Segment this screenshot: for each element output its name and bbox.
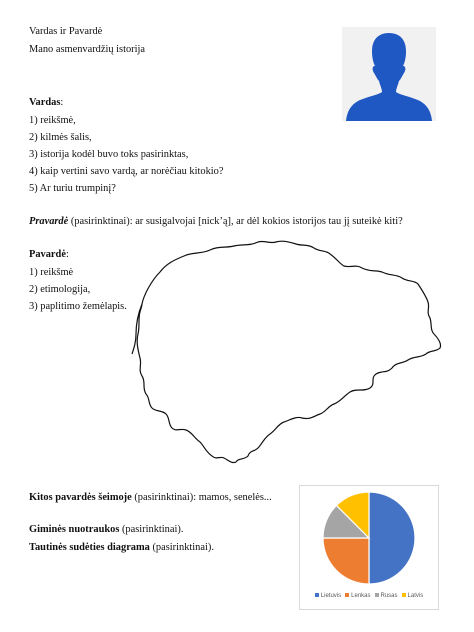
pie-chart-svg — [300, 486, 438, 591]
kitos-line — [29, 492, 272, 503]
pavarde-item: 2) etimologija, — [29, 284, 91, 295]
legend-swatch — [345, 593, 349, 597]
vardas-title-suffix: : — [60, 97, 64, 108]
legend-item-rusas — [375, 593, 398, 599]
lithuania-outline-map — [130, 238, 444, 468]
vardas-item: 3) istorija kodėl buvo toks pasirinktas, — [29, 149, 189, 160]
legend-swatch — [402, 593, 406, 597]
pavarde-item: 1) reikšmė — [29, 267, 74, 278]
legend-label: Lietuvis — [320, 593, 342, 599]
pravarde-text: (pasirinktinai): ar susigalvojai [nick’ą], ar dėl kokios istorijos tau jį suteikė kiti? — [68, 216, 403, 227]
person-silhouette-icon — [342, 27, 436, 121]
kitos-text: (pasirinktinai): mamos, senelės... — [131, 492, 272, 503]
legend-label: Rusas — [380, 593, 398, 599]
tautines-line — [29, 542, 214, 553]
pie-slice-lenkas — [323, 538, 369, 584]
kitos-title: Kitos pavardės šeimoje — [29, 492, 132, 503]
legend-item-lietuvis — [315, 593, 341, 599]
pravarde-title: Pravardė — [29, 216, 69, 227]
pie-legend — [300, 593, 438, 599]
tautines-title: Tautinės sudėties diagrama — [29, 542, 150, 553]
name-line: Vardas ir Pavardė — [29, 26, 103, 37]
pavarde-title: Pavardė — [29, 249, 66, 260]
legend-item-lenkas — [345, 593, 370, 599]
legend-label: Latvis — [407, 593, 424, 599]
pie-slice-lietuvis — [369, 492, 415, 584]
vardas-item: 5) Ar turiu trumpinį? — [29, 183, 116, 194]
pravarde-line — [29, 216, 403, 227]
pavarde-title-suffix: : — [65, 249, 69, 260]
pavarde-item: 3) paplitimo žemėlapis. — [29, 301, 127, 312]
vardas-item: 2) kilmės šalis, — [29, 132, 92, 143]
pavarde-heading — [29, 249, 69, 260]
story-line: Mano asmenvardžių istorija — [29, 44, 145, 55]
legend-label: Lenkas — [351, 593, 371, 599]
vardas-title: Vardas — [29, 97, 61, 108]
vardas-item: 1) reikšmė, — [29, 115, 76, 126]
gimines-line — [29, 524, 183, 535]
legend-swatch — [315, 593, 319, 597]
avatar — [342, 27, 436, 121]
vardas-item: 4) kaip vertini savo vardą, ar norėčiau kitokio? — [29, 166, 224, 177]
gimines-title: Giminės nuotraukos — [29, 524, 120, 535]
legend-swatch — [375, 593, 379, 597]
vardas-heading — [29, 97, 63, 108]
legend-item-latvis — [402, 593, 424, 599]
pie-chart — [299, 485, 439, 610]
tautines-text: (pasirinktinai). — [149, 542, 214, 553]
gimines-text: (pasirinktinai). — [119, 524, 184, 535]
